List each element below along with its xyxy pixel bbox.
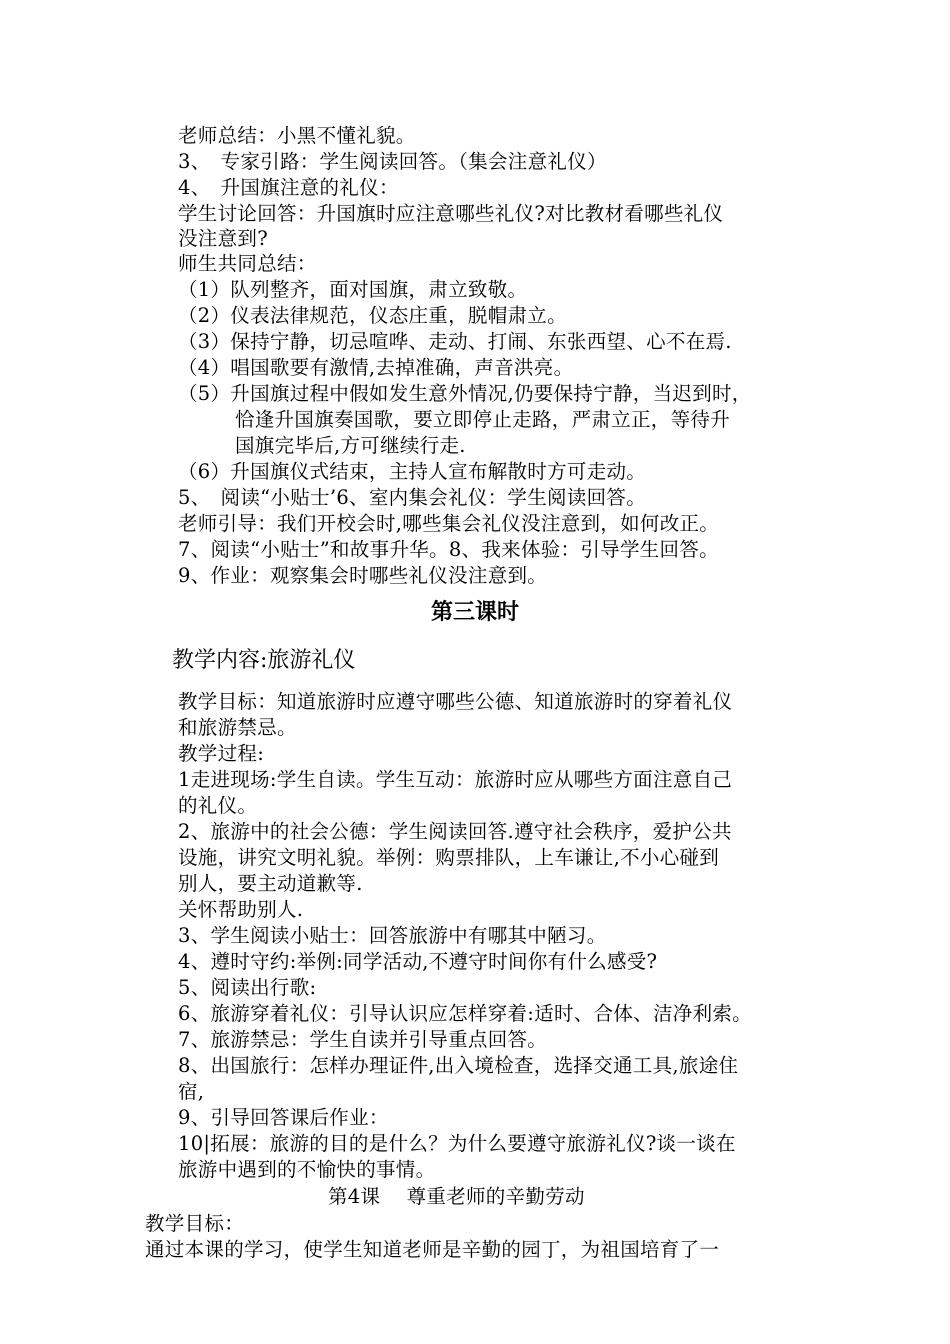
text-line: 宿, bbox=[178, 1080, 205, 1103]
lesson-heading: 第三课时 bbox=[430, 600, 519, 625]
text-line: 9、引导回答课后作业： bbox=[178, 1106, 389, 1129]
text-line: 5、阅读出行歌: bbox=[178, 976, 317, 999]
text-line: 学生讨论回答：升国旗时应注意哪些礼仪?对比教材看哪些礼仪 bbox=[178, 202, 724, 225]
text-line: 2、旅游中的社会公德：学生阅读回答.遵守社会秩序，爱护公共 bbox=[178, 820, 732, 843]
text-line: 通过本课的学习，使学生知道老师是辛勤的园丁，为祖国培育了一 bbox=[145, 1238, 720, 1261]
list-item: （5）升国旗过程中假如发生意外情况,仍要保持宁静，当迟到时， bbox=[178, 382, 752, 405]
text-line: 老师引导：我们开校会时,哪些集会礼仪没注意到，如何改正。 bbox=[178, 512, 720, 535]
content-title: 教学内容:旅游礼仪 bbox=[172, 648, 356, 673]
list-item-continuation: 国旗完毕后,方可继续行走. bbox=[235, 434, 466, 457]
text-line: 旅游中遇到的不愉快的事情。 bbox=[178, 1158, 436, 1181]
text-line: 10|拓展：旅游的目的是什么？为什么要遵守旅游礼仪?谈一谈在 bbox=[178, 1132, 736, 1155]
text-line: 4、遵时守约:举例:同学活动,不遵守时间你有什么感受? bbox=[178, 950, 658, 973]
text-line: 5、 阅读“小贴士’6、室内集会礼仪：学生阅读回答。 bbox=[178, 486, 647, 509]
list-item: （4）唱国歌要有激情,去掉准确，声音洪亮。 bbox=[178, 356, 574, 379]
text-line: 3、学生阅读小贴士：回答旅游中有哪其中陋习。 bbox=[178, 924, 607, 947]
text-line: 没注意到? bbox=[178, 227, 268, 250]
text-line: 教学目标： bbox=[145, 1212, 245, 1235]
text-line: 7、旅游禁忌：学生自读并引导重点回答。 bbox=[178, 1028, 548, 1051]
lesson-title: 第4课 尊重老师的辛勤劳动 bbox=[328, 1185, 585, 1208]
list-item-continuation: 恰逢升国旗奏国歌，要立即停止走路，严肃立正，等待升 bbox=[235, 408, 731, 431]
list-item: （6）升国旗仪式结束，主持人宣布解散时方可走动。 bbox=[178, 460, 647, 483]
list-item: （3）保持宁静，切忌喧哗、走动、打闹、东张西望、心不在焉. bbox=[178, 330, 732, 353]
text-line: 4、 升国旗注意的礼仪： bbox=[178, 176, 399, 199]
text-line: 8、出国旅行：怎样办理证件,出入境检查，选择交通工具,旅途住 bbox=[178, 1054, 739, 1077]
text-line: 3、 专家引路：学生阅读回答。（集会注意礼仪） bbox=[178, 150, 607, 173]
text-line: 的礼仪。 bbox=[178, 794, 258, 817]
text-line: 7、阅读“小贴士”和故事升华。8、我来体验：引导学生回答。 bbox=[178, 538, 719, 561]
list-item: （2）仪表法律规范，仪态庄重，脱帽肃立。 bbox=[178, 304, 567, 327]
text-line: 别人，要主动道歉等. bbox=[178, 872, 363, 895]
text-line: 1走进现场:学生自读。学生互动：旅游时应从哪些方面注意自己 bbox=[178, 768, 733, 791]
list-item: （1）队列整齐，面对国旗，肃立致敬。 bbox=[178, 278, 528, 301]
text-line: 9、作业：观察集会时哪些礼仪没注意到。 bbox=[178, 564, 548, 587]
text-line: 师生共同总结： bbox=[178, 252, 317, 275]
text-line: 6、旅游穿着礼仪：引导认识应怎样穿着:适时、合体、洁净利索。 bbox=[178, 1002, 752, 1025]
text-line: 教学过程: bbox=[178, 742, 265, 765]
text-line: 设施，讲究文明礼貌。举例：购票排队，上车谦让,不小心碰到 bbox=[178, 846, 720, 869]
text-line: 老师总结：小黑不懂礼貌。 bbox=[178, 124, 416, 147]
text-line: 关怀帮助别人. bbox=[178, 898, 304, 921]
text-line: 和旅游禁忌。 bbox=[178, 716, 297, 739]
text-line: 教学目标：知道旅游时应遵守哪些公德、知道旅游时的穿着礼仪 bbox=[178, 690, 733, 713]
